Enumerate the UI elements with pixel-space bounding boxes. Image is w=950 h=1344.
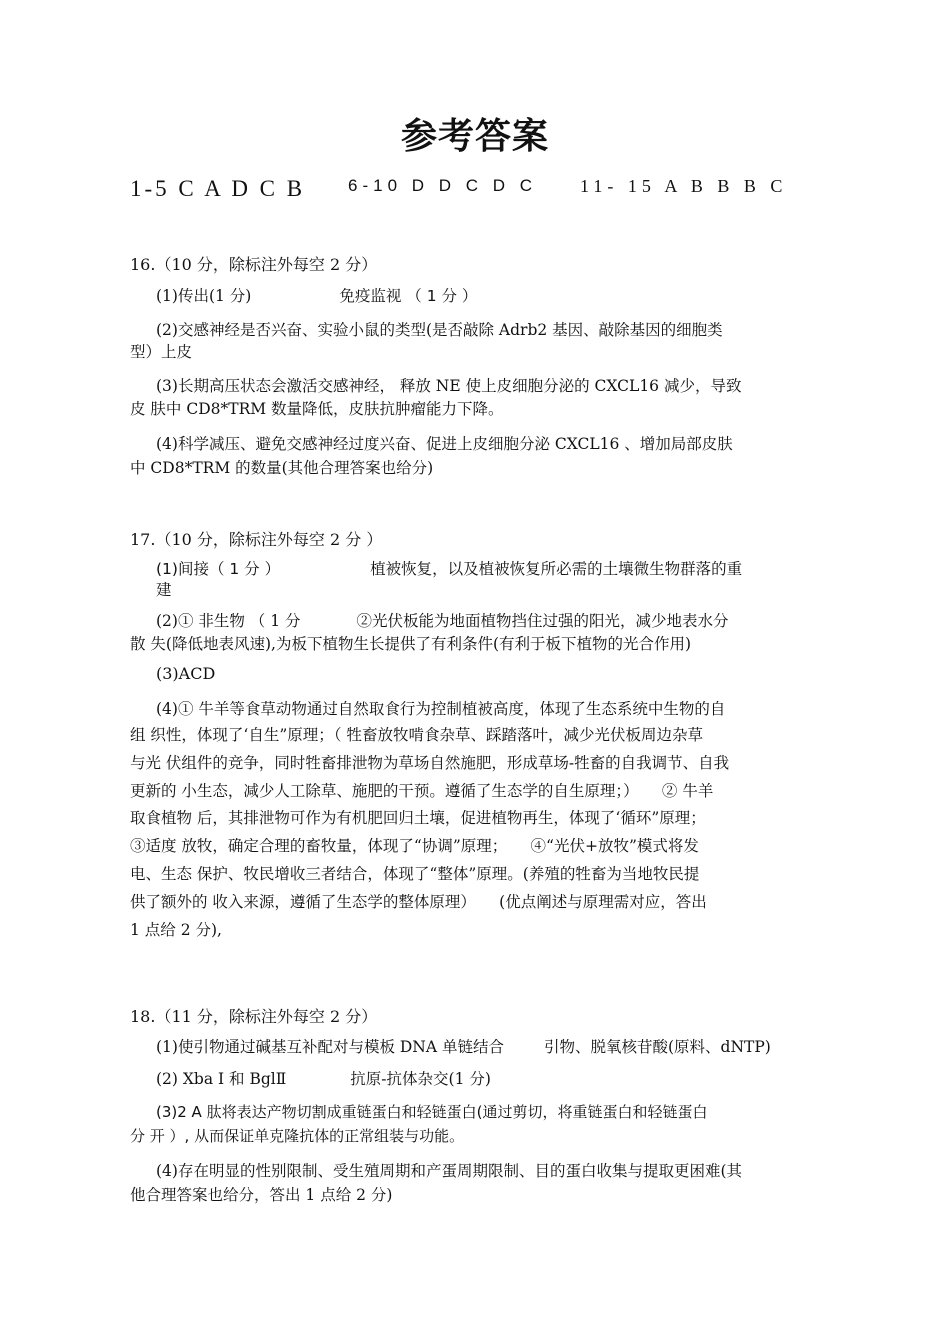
q17-answer-2a: (2)① 非生物 （ 1 分 [156,612,301,630]
q18-heading: 18.（11 分，除标注外每空 2 分） [130,1007,378,1026]
q17-answer-4-line1: (4)① 牛羊等食草动物通过自然取食行为控制植被高度，体现了生态系统中生物的自 [156,700,726,718]
q17-answer-2-line1 [130,609,820,633]
mc-answers-1-5: 1-5 C A D C B [130,176,306,201]
q18-answer-4-line2: 他合理答案也给分，答出 1 点给 2 分) [130,1186,393,1204]
q16-answer-3-line2: 皮 肤中 CD8*TRM 数量降低，皮肤抗肿瘤能力下降。 [130,400,504,418]
q18-answer-1 [130,1035,820,1059]
q18-answer-1a: (1)使引物通过碱基互补配对与模板 DNA 单链结合 [156,1038,504,1056]
q17-answer-4-line8: 供了额外的 收入来源，遵循了生态学的整体原理） (优点阐述与原理需对应，答出 [130,893,707,911]
q16-answer-4-line1: (4)科学减压、避免交感神经过度兴奋、促进上皮细胞分泌 CXCL16 、增加局部皮肤 [156,435,733,453]
q17-answer-2b: ②光伏板能为地面植物挡住过强的阳光，减少地表水分 [356,612,729,630]
q17-answer-4-line6: ③适度 放牧，确定合理的畜牧量，体现了“协调”原理； ④“光伏+放牧”模式将发 [130,837,699,855]
q17-answer-4-line4: 更新的 小生态，减少人工除草、施肥的干预。遵循了生态学的自生原理；） ② 牛羊 [130,782,714,800]
q18-answer-3-line2: 分 开 ）, 从而保证单克隆抗体的正常组装与功能。 [130,1127,465,1145]
q17-answer-1-line2: 建 [156,581,172,599]
q18-answer-2b: 抗原-抗体杂交(1 分) [350,1070,491,1088]
q17-answer-1a: (1)间接（ 1 分 ） [156,560,281,578]
q16-answer-3-line1: (3)长期高压状态会激活交感神经， 释放 NE 使上皮细胞分泌的 CXCL16 减少，导致 [156,377,742,395]
q18-answer-2 [130,1067,820,1091]
q18-answer-1b: 引物、脱氧核苷酸(原料、dNTP) [544,1038,771,1056]
q16-answer-2-line2: 型）上皮 [130,343,193,361]
q16-answer-4-line2: 中 CD8*TRM 的数量(其他合理答案也给分) [130,459,434,477]
q16-answer-1a: (1)传出(1 分) [156,287,252,305]
mc-answers-11-15: 11- 15 A B B B C [580,176,788,196]
q16-answer-1 [130,284,820,308]
q18-answer-2a: (2) Xba I 和 BglⅡ [156,1070,287,1088]
q17-answer-4-line2: 组 织性，体现了‘自生”原理；（ 牲畜放牧啃食杂草、踩踏落叶，减少光伏板周边杂草 [130,726,703,744]
q17-answer-2-line2: 散 失(降低地表风速),为板下植物生长提供了有利条件(有利于板下植物的光合作用) [130,635,692,653]
q16-answer-2-line1: (2)交感神经是否兴奋、实验小鼠的类型(是否敲除 Adrb2 基因、敲除基因的细胞类 [156,321,723,339]
q16-heading: 16.（10 分，除标注外每空 2 分） [130,255,378,274]
q17-answer-1b: 植被恢复，以及植被恢复所必需的土壤微生物群落的重 [370,560,743,578]
q18-answer-4-line1: (4)存在明显的性别限制、受生殖周期和产蛋周期限制、目的蛋白收集与提取更困难(其 [156,1162,743,1180]
page-title: 参考答案 [400,116,549,157]
mc-answers-6-10: 6-10 D D C D C [348,176,538,195]
q17-answer-3: (3)ACD [156,664,216,683]
q17-answer-4-line3: 与光 伏组件的竞争，同时牲畜排泄物为草场自然施肥，形成草场-牲畜的自我调节、自我 [130,754,730,772]
q17-heading: 17.（10 分，除标注外每空 2 分 ） [130,530,383,549]
q17-answer-4-line7: 电、生态 保护、牧民增收三者结合，体现了“整体”原理。(养殖的牲畜为当地牧民提 [130,865,700,883]
q18-answer-3-line1: (3)2 A 肽将表达产物切割成重链蛋白和轻链蛋白(通过剪切，将重链蛋白和轻链蛋白 [156,1103,708,1121]
q16-answer-1b: 免疫监视 （ 1 分 ） [339,287,478,305]
q17-answer-4-line5: 取食植物 后，其排泄物可作为有机肥回归土壤，促进植物再生，体现了‘循环”原理； [130,809,706,827]
q17-answer-4-line9: 1 点给 2 分), [130,921,222,939]
